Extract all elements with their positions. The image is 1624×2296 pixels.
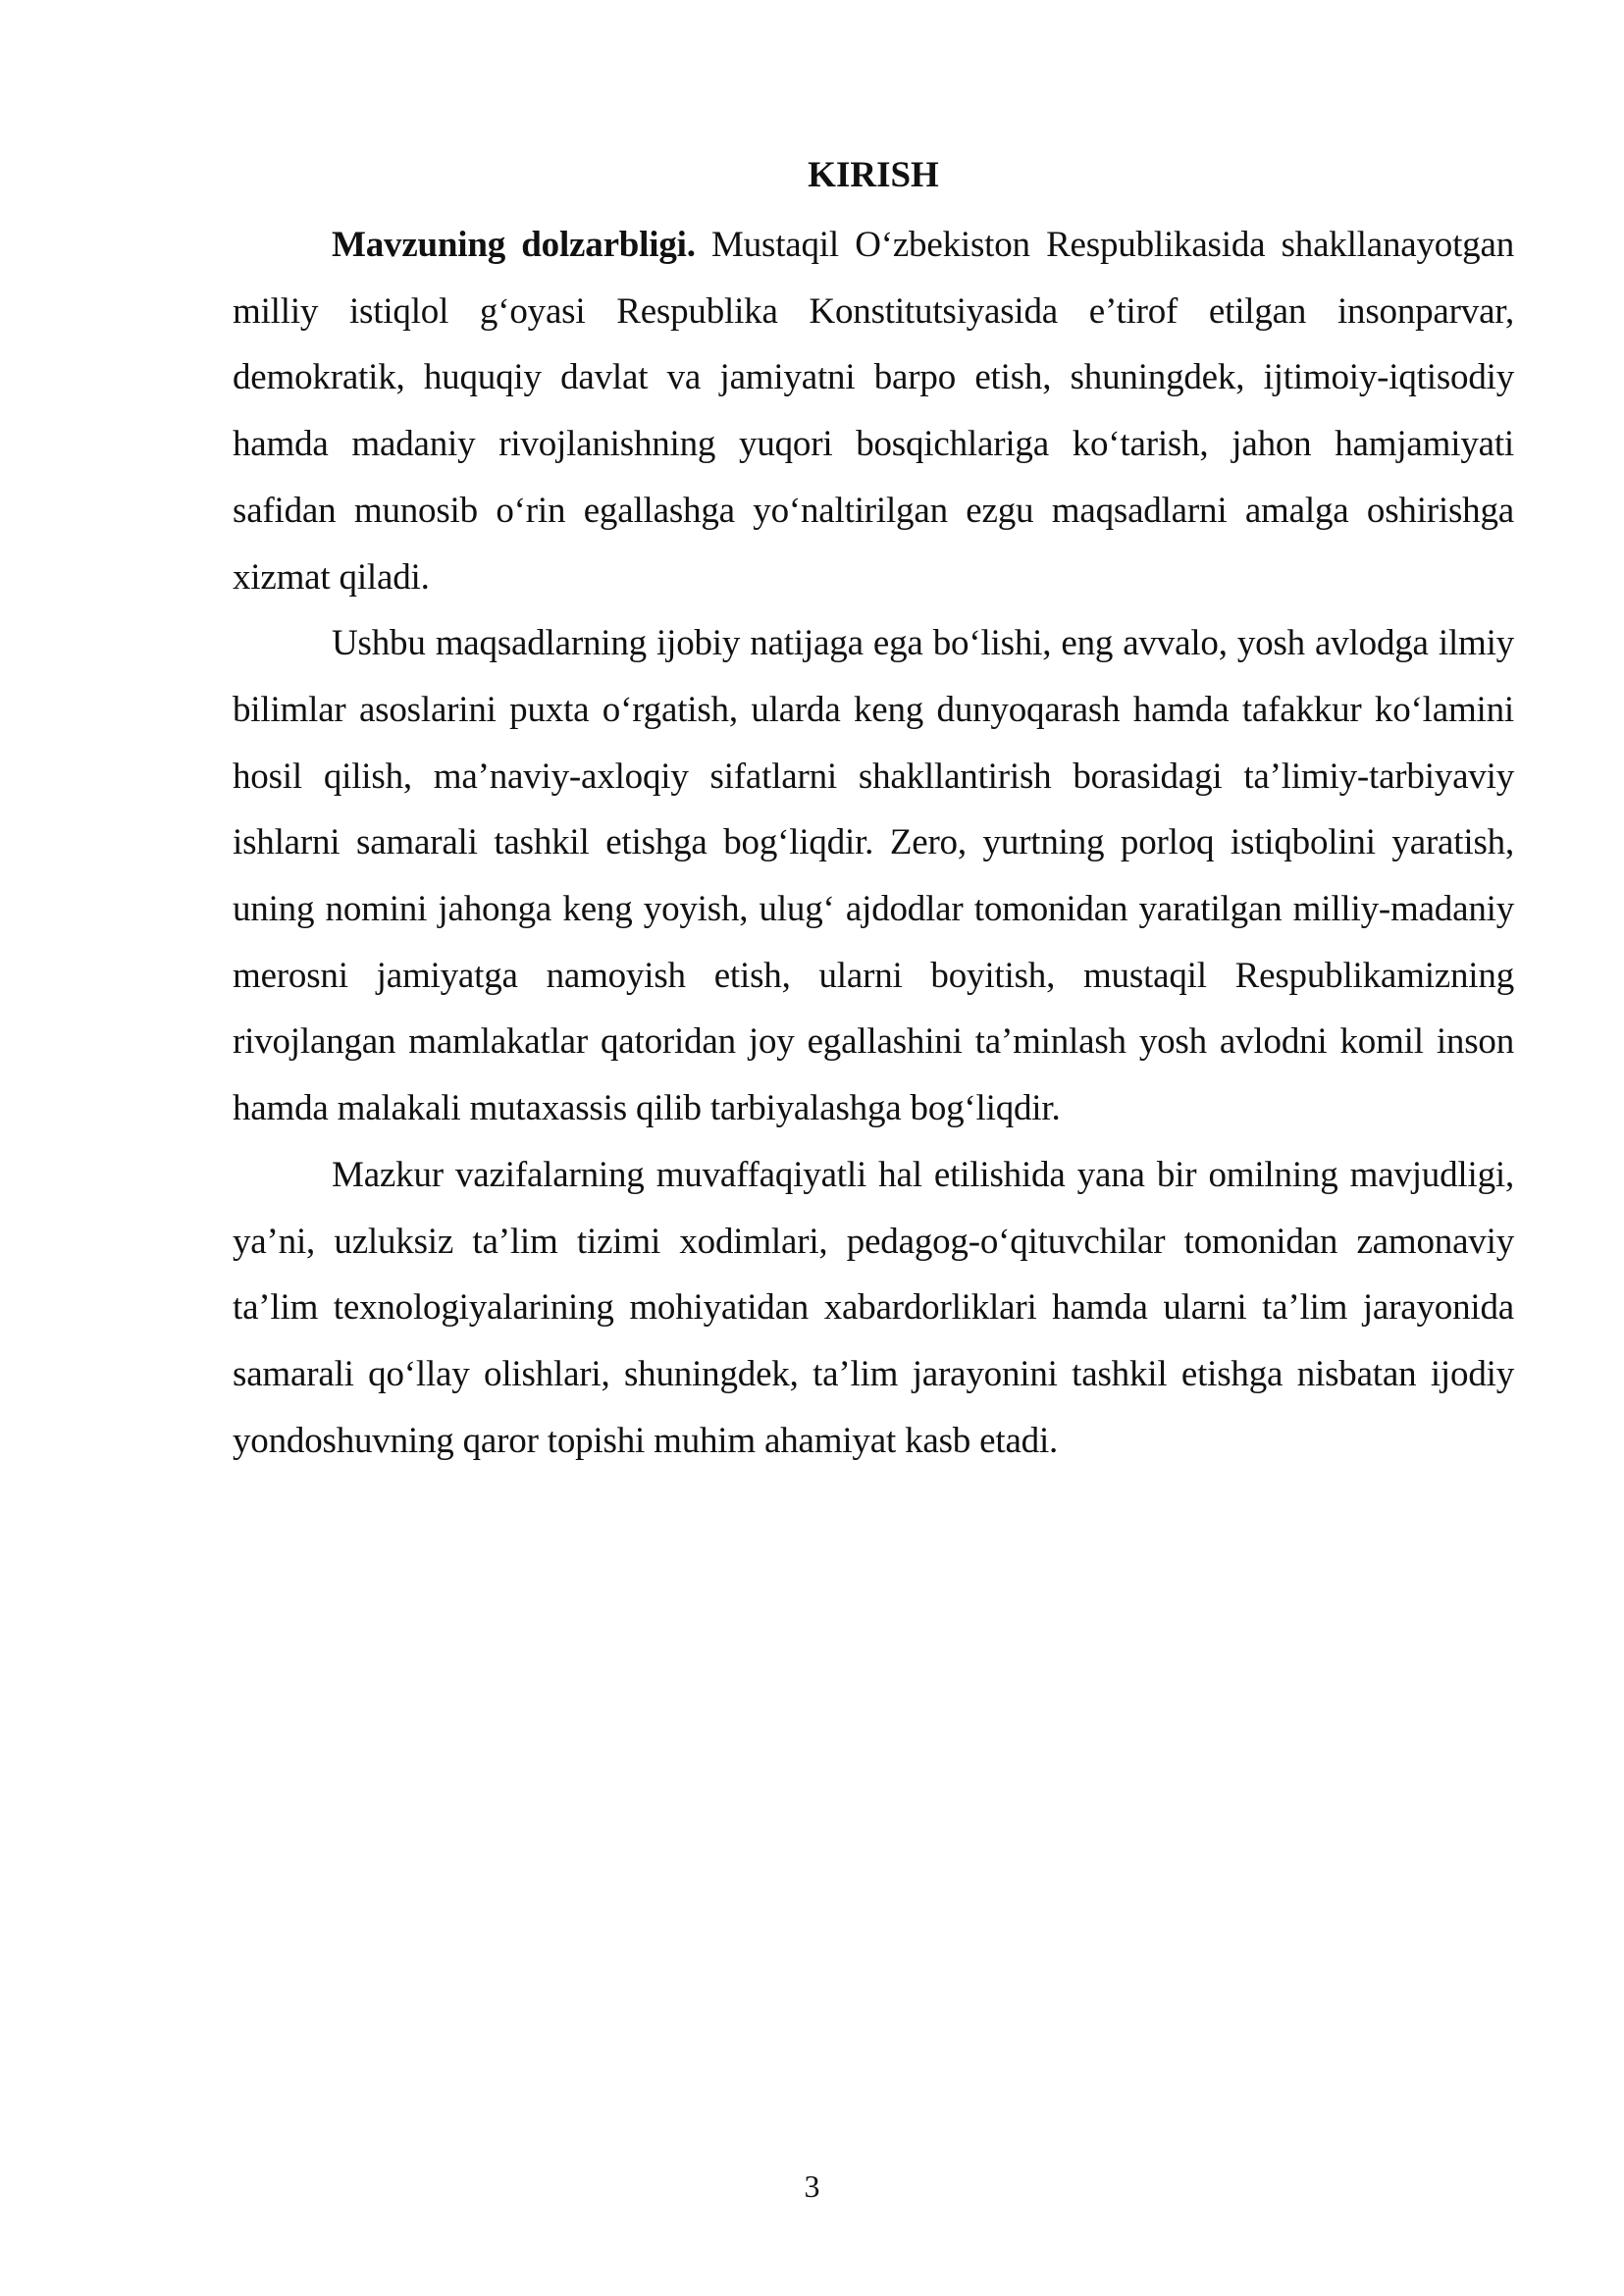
page-number: 3 — [804, 2168, 820, 2204]
paragraph-tasks: Mazkur vazifalarning muvaffaqiyatli hal etilishida yana bir omilning mavjudligi, ya’ni, uzluksiz ta’lim tizimi xodimlari, pedagog-o‘qituvchilar tomonidan zamonaviy ta’lim texnologiyalarining mohiyatidan xabardorliklari hamda ularni ta’lim jarayonida samarali qo‘llay olishlari, shuningdek, ta’lim jarayonini tashkil etishga nisbatan ijodiy yondoshuvning qaror topishi muhim ahamiyat kasb etadi. — [233, 1154, 1514, 1461]
section-title: KIRISH — [808, 155, 939, 195]
paragraph-lead: Mavzuning dolzarbligi. — [332, 225, 696, 265]
paragraph-relevance — [233, 212, 1514, 610]
paragraph-text: Mustaqil O‘zbekiston Respublikasida shakllanayotgan milliy istiqlol g‘oyasi Respublika Konstitutsiyasida e’tirof etilgan insonparvar, demokratik, huquqiy davlat va jamiyatni barpo etish, shuningdek, ijtimoiy-iqtisodiy hamda madaniy rivojlanishning yuqori bosqichlariga ko‘tarish, jahon hamjamiyati safidan munosib o‘rin egallashga yo‘naltirilgan ezgu maqsadlarni amalga oshirishga xizmat qiladi. — [233, 225, 1515, 598]
paragraph-goals: Ushbu maqsadlarning ijobiy natijaga ega bo‘lishi, eng avvalo, yosh avlodga ilmiy bilimlar asoslarini puxta o‘rgatish, ularda keng dunyoqarash hamda tafakkur ko‘lamini hosil qilish, ma’naviy-axloqiy sifatlarni shakllantirish borasidagi ta’limiy-tarbiyaviy ishlarni samarali tashkil etishga bog‘liqdir. Zero, yurtning porloq istiqbolini yaratish, uning nomini jahonga keng yoyish, ulug‘ ajdodlar tomonidan yaratilgan milliy-madaniy merosni jamiyatga namoyish etish, ularni boyitish, mustaqil Respublikamizning rivojlangan mamlakatlar qatoridan joy egallashini ta’minlash yosh avlodni komil inson hamda malakali mutaxassis qilib tarbiyalashga bog‘liqdir. — [233, 623, 1514, 1129]
page-content — [233, 147, 1514, 1474]
